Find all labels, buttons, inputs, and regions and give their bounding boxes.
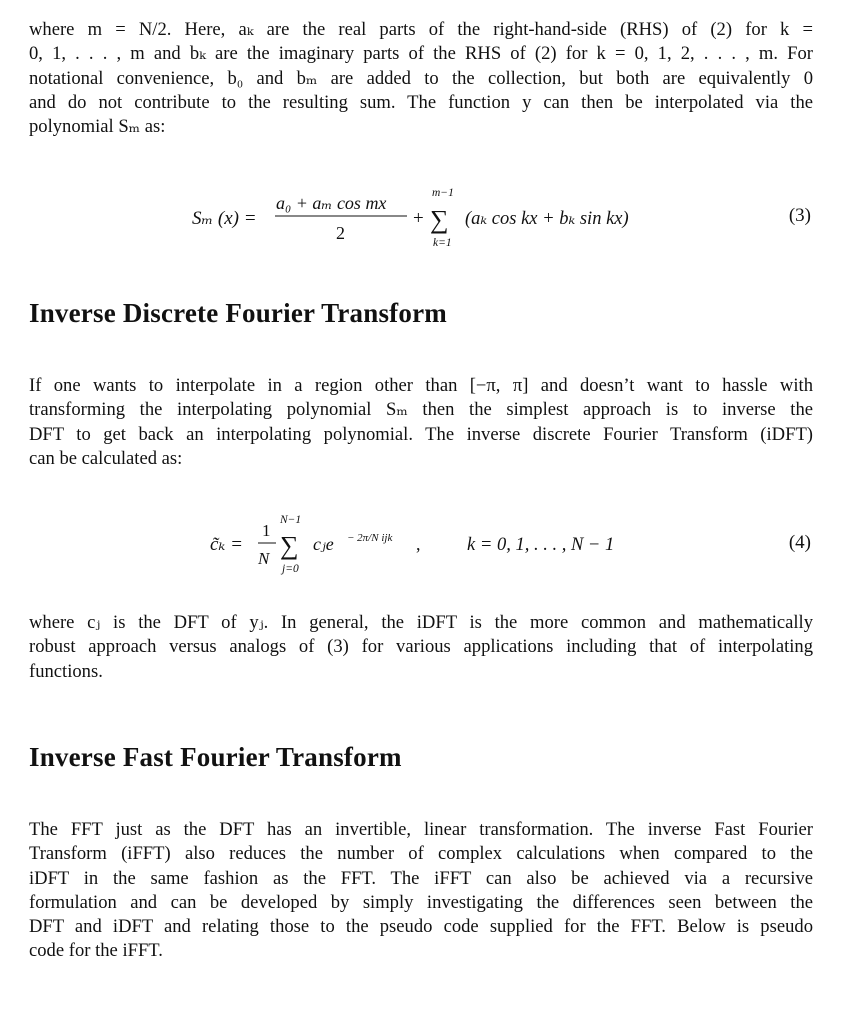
eq3-sum-lower: k=1: [433, 237, 452, 249]
text-line: iDFT in the same fashion as the FFT. The iFFT can also be achieved via a recursive: [29, 867, 813, 889]
text-line: notational convenience, b₀ and bₘ are added to the collection, but both are equivalently 0: [29, 67, 813, 89]
text-line: formulation and can be developed by simply investigating the differences seen between the: [29, 891, 813, 913]
eq3-sum-upper: m−1: [432, 187, 454, 199]
equation-4-number: (4): [788, 532, 811, 553]
eq4-sum-upper: N−1: [280, 514, 302, 526]
paragraph-idft-remarks: [29, 611, 813, 684]
eq4-lhs: c̃ₖ =: [210, 534, 243, 555]
text-line: can be calculated as:: [29, 447, 183, 469]
text-line: polynomial Sₘ as:: [29, 116, 166, 138]
eq3-summand: (aₖ cos kx + bₖ sin kx): [465, 209, 629, 229]
equation-3: [0, 178, 867, 258]
text-line: where m = N/2. Here, aₖ are the real parts of the right-hand-side (RHS) of (2) for k =: [29, 19, 813, 40]
text-line: The FFT just as the DFT has an invertible, linear transformation. The inverse Fast Fourier: [29, 819, 813, 840]
text-line: robust approach versus analogs of (3) for various applications including that of interpolating: [29, 636, 813, 658]
equation-3-svg: [0, 178, 867, 258]
paragraph-ifft-description: [29, 818, 813, 964]
text-line: DFT and iDFT and relating those to the pseudo code supplied for the FFT. Below is pseudo: [29, 916, 813, 938]
equation-3-number: (3): [788, 205, 811, 226]
section-heading-ifft: Inverse Fast Fourier Transform: [29, 742, 402, 772]
paragraph-idft-intro: [29, 374, 813, 471]
eq4-condition: k = 0, 1, . . . , N − 1: [467, 535, 615, 555]
sigma-icon: ∑: [280, 531, 299, 560]
text-line: 0, 1, . . . , m and bₖ are the imaginary parts of the RHS of (2) for k = 0, 1, 2, . . . , m. For: [29, 43, 813, 65]
eq4-summand: cⱼе: [313, 534, 334, 554]
text-line: transforming the interpolating polynomial Sₘ then the simplest approach is to inverse the: [29, 399, 813, 421]
eq4-frac-num: 1: [262, 521, 271, 540]
eq4-exponent: − 2π/N ijk: [347, 532, 393, 544]
eq3-denominator: 2: [336, 223, 345, 243]
sigma-icon: ∑: [430, 205, 449, 234]
eq4-sum-lower: j=0: [282, 563, 299, 575]
eq4-frac-den: N: [258, 549, 270, 568]
eq3-plus: +: [413, 208, 424, 229]
text-line: where cⱼ is the DFT of yⱼ. In general, the iDFT is the more common and mathematically: [29, 612, 813, 633]
text-line: functions.: [29, 660, 103, 682]
eq3-numerator: a₀ + aₘ cos mx: [276, 193, 387, 213]
section-heading-idft: Inverse Discrete Fourier Transform: [29, 298, 447, 328]
equation-4: [0, 505, 867, 585]
text-line: DFT to get back an interpolating polynomial. The inverse discrete Fourier Transform (iDFT): [29, 423, 813, 445]
equation-4-svg: [0, 505, 867, 585]
text-line: Transform (iFFT) also reduces the number of complex calculations when compared to the: [29, 843, 813, 865]
eq3-lhs: Sₘ (x) =: [192, 208, 257, 229]
text-line: If one wants to interpolate in a region other than [−π, π] and doesn’t want to hassle with: [29, 375, 813, 396]
eq4-comma: ,: [416, 534, 421, 554]
text-line: code for the iFFT.: [29, 940, 163, 962]
text-line: and do not contribute to the resulting sum. The function y can then be interpolated via the: [29, 91, 813, 113]
paragraph-fourier-coefficients: [29, 18, 813, 139]
